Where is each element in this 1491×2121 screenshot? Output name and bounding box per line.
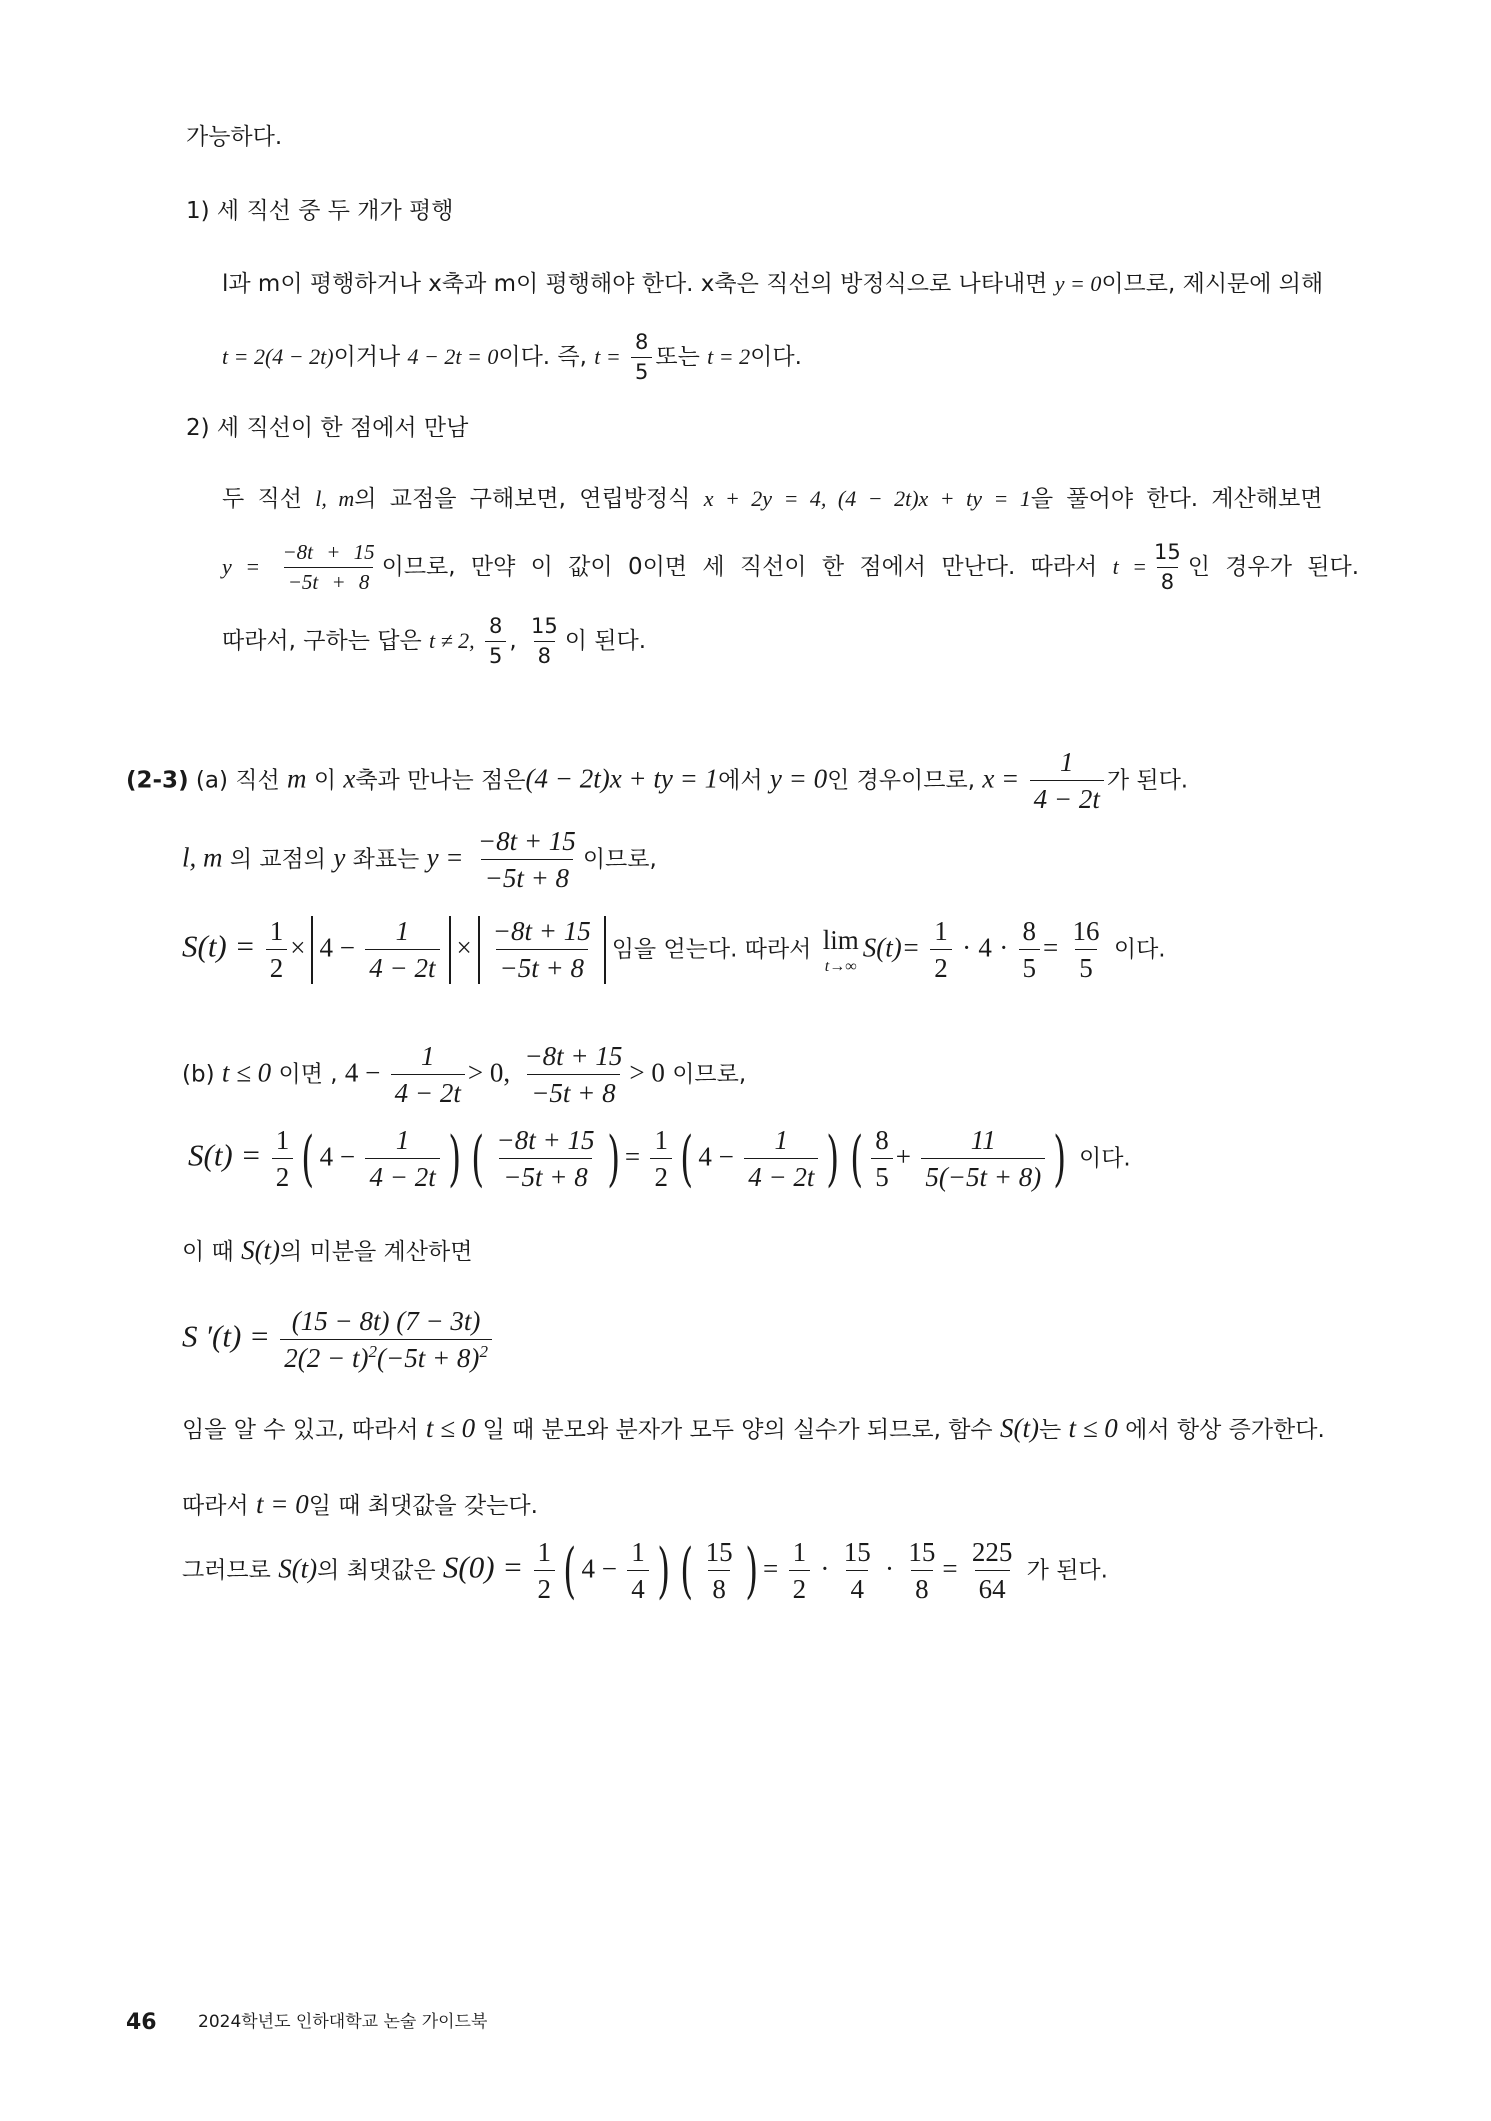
- p23-monotonic-line: 임을 알 수 있고, 따라서 t ≤ 0 일 때 분모와 분자가 모두 양의 실수가 되므로, 함수 S(t)는 t ≤ 0 에서 항상 증가한다.: [182, 1413, 1325, 1443]
- p23-max-line: 따라서 t = 0일 때 최댓값을 갖는다.: [182, 1489, 538, 1519]
- p23-area-line: S(t) = $\frac{1}{2}$ × 4 − $\frac{1}{4 - 2t}$ × $\frac{-8t + 15}{-5t + 8}$ 임을 얻는다. 따라서 lim t→∞ S(t)= $\frac{1}{2}$ · 4 · $\frac{8}{5}$ = $\frac{16}{5}$ 이다.: [182, 916, 1166, 984]
- case2-line2: y = $\frac{-8t + 15}{-5t + 8}$ 이므로, 만약 이 값이 0이면 세 직선이 한 점에서 만난다. 따라서 t = $\frac{15}{8}$ 인 경우가 된다.: [222, 540, 1360, 595]
- case2-line3: 따라서, 구하는 답은 t ≠ 2, $\frac{8}{5}$ , $\frac{15}{8}$ 이 된다.: [222, 614, 647, 669]
- p23-line-b: l, m 의 교점의 y 좌표는 y = $\frac{-8t + 15}{-5t + 8}$ 이므로,: [182, 826, 657, 894]
- footer-title: 2024학년도 인하대학교 논술 가이드북: [198, 2012, 488, 2032]
- abs-bar: [604, 916, 606, 984]
- abs-bar: [478, 916, 480, 984]
- p23-expansion-line: S(t) = $\frac{1}{2}$ ( 4 − $\frac{1}{4 - 2t}$ ) ( $\frac{-8t + 15}{-5t + 8}$ ) = $\frac{1}{2}$ ( 4 − $\frac{1}{4 - 2t}$ ) ( $\frac{8}{5}$ + $\frac{11}{5(-5t + 8)}$ ) 이다.: [188, 1123, 1131, 1194]
- case1-line2: t = 2(4 − 2t)이거나 4 − 2t = 0이다. 즉, t = $\frac{8}{5}$ 또는 t = 2이다.: [222, 330, 802, 385]
- case2-heading: 2) 세 직선이 한 점에서 만남: [186, 415, 469, 441]
- p23-line-b-condition: (b) t ≤ 0 이면 , 4 − $\frac{1}{4 - 2t}$ > 0, $\frac{-8t + 15}{-5t + 8}$ > 0 이므로,: [182, 1041, 747, 1109]
- derivative-fraction: $\frac{(15 - 8t) (7 - 3t)}{2(2 - t)^2(-5t + 8)^2}$: [280, 1305, 492, 1375]
- p23-final-line: 그러므로 S(t)의 최댓값은 S(0) = $\frac{1}{2}$ ( 4 − $\frac{1}{4}$ ) ( $\frac{15}{8}$ ) = $\frac{1}{2}$ · $\frac{15}{4}$ · $\frac{15}{8}$ = $\frac{225}{64}$ 가 된다.: [182, 1535, 1108, 1606]
- p23-line-a: (2-3) (a) 직선 m 이 x축과 만나는 점은(4 − 2t)x + ty = 1에서 y = 0인 경우이므로, x = $\frac{1}{4 - 2t}$ 가 된다.: [126, 747, 1189, 815]
- case1-line1: l과 m이 평행하거나 x축과 m이 평행해야 한다. x축은 직선의 방정식으로 나타내면 y = 0이므로, 제시문에 의해: [222, 271, 1324, 297]
- fraction-intersection-y: $\frac{-8t + 15}{-5t + 8}$: [477, 826, 576, 894]
- fraction-8-5: $\frac{8}{5}$: [631, 330, 652, 385]
- fraction-y-value: $\frac{-8t + 15}{-5t + 8}$: [282, 540, 375, 595]
- intro-text: 가능하다.: [186, 124, 283, 150]
- p23-derivative-intro: 이 때 S(t)의 미분을 계산하면: [182, 1235, 473, 1265]
- fraction-x-intercept: $\frac{1}{4 - 2t}$: [1030, 746, 1104, 816]
- limit-operator: lim t→∞: [822, 925, 859, 975]
- problem-label: (2-3): [126, 767, 189, 794]
- abs-bar: [449, 916, 451, 984]
- fraction-15-8: $\frac{15}{8}$: [1154, 540, 1181, 595]
- case1-heading: 1) 세 직선 중 두 개가 평행: [186, 198, 454, 224]
- abs-bar: [311, 916, 313, 984]
- page-number: 46: [126, 2010, 157, 2035]
- p23-derivative-eq: S ′(t) = $\frac{(15 - 8t) (7 - 3t)}{2(2 - t)^2(-5t + 8)^2}$: [182, 1305, 495, 1375]
- case2-line1: 두 직선 l, m의 교점을 구해보면, 연립방정식 x + 2y = 4, (4 − 2t)x + ty = 1을 풀어야 한다. 계산해보면: [222, 486, 1323, 512]
